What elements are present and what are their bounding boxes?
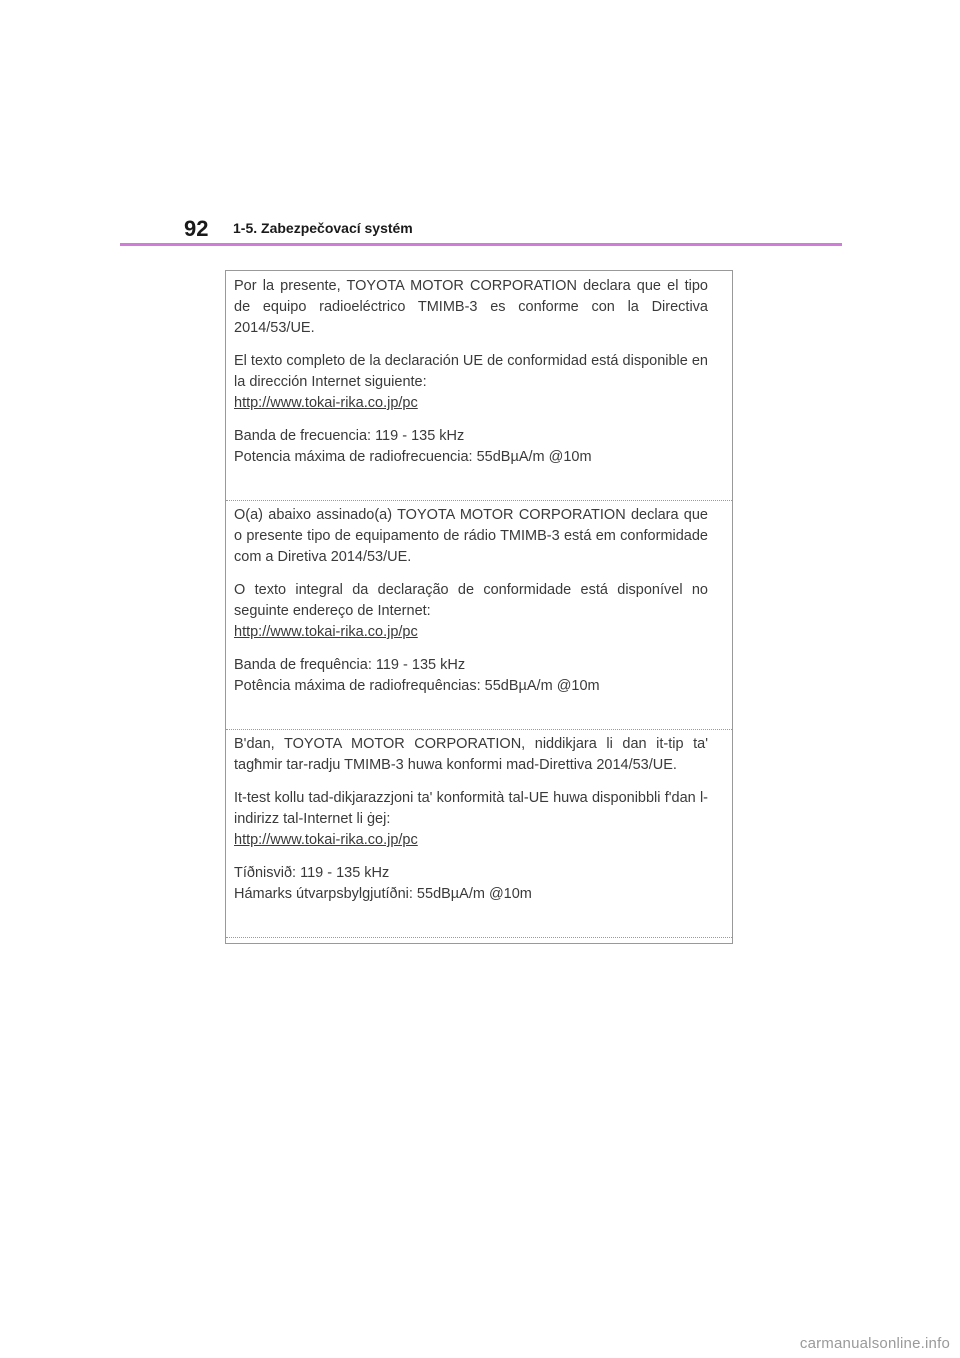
declaration-link[interactable]: http://www.tokai-rika.co.jp/pc	[234, 624, 418, 640]
page-header	[120, 212, 842, 246]
declaration-text: Por la presente, TOYOTA MOTOR CORPORATION declara que el tipo de equipo radioeléctrico TMIMB-3 es conforme con la Directiva 2014/53/UE.	[234, 278, 708, 336]
watermark: carmanualsonline.info	[799, 1335, 950, 1352]
max-power: Hámarks útvarpsbylgjutíðni: 55dBµA/m @10m	[234, 886, 532, 902]
header-rule	[120, 243, 842, 246]
frequency-band: Banda de frecuencia: 119 - 135 kHz	[234, 428, 465, 444]
max-power: Potência máxima de radiofrequências: 55dBµA/m @10m	[234, 678, 600, 694]
declaration-link[interactable]: http://www.tokai-rika.co.jp/pc	[234, 395, 418, 411]
frequency-band: Tíðnisvið: 119 - 135 kHz	[234, 865, 390, 881]
frequency-band: Banda de frequência: 119 - 135 kHz	[234, 657, 466, 673]
declaration-box	[225, 270, 733, 944]
availability-text: It-test kollu tad-dikjarazzjoni ta' konformità tal-UE huwa disponibbli f'dan l-indirizz tal-Internet li ġej:	[234, 790, 708, 827]
section-divider	[226, 937, 732, 938]
declaration-link[interactable]: http://www.tokai-rika.co.jp/pc	[234, 832, 418, 848]
max-power: Potencia máxima de radiofrecuencia: 55dBµA/m @10m	[234, 449, 592, 465]
section-portuguese	[226, 500, 732, 729]
page-number: 92	[184, 216, 209, 241]
availability-text: O texto integral da declaração de conformidade está disponível no seguinte endereço de Internet:	[234, 582, 708, 619]
declaration-text: B'dan, TOYOTA MOTOR CORPORATION, niddikjara li dan it-tip ta' tagħmir tar-radju TMIMB-3 huwa konformi mad-Direttiva 2014/53/UE.	[234, 736, 708, 773]
availability-text: El texto completo de la declaración UE de conformidad está disponible en la dirección Internet siguiente:	[234, 353, 708, 390]
section-spanish	[226, 271, 732, 500]
section-maltese	[226, 729, 732, 945]
chapter-title: 1-5. Zabezpečovací systém	[233, 220, 413, 236]
declaration-text: O(a) abaixo assinado(a) TOYOTA MOTOR CORPORATION declara que o presente tipo de equipamento de rádio TMIMB-3 está em conformidade com a Diretiva 2014/53/UE.	[234, 507, 708, 565]
